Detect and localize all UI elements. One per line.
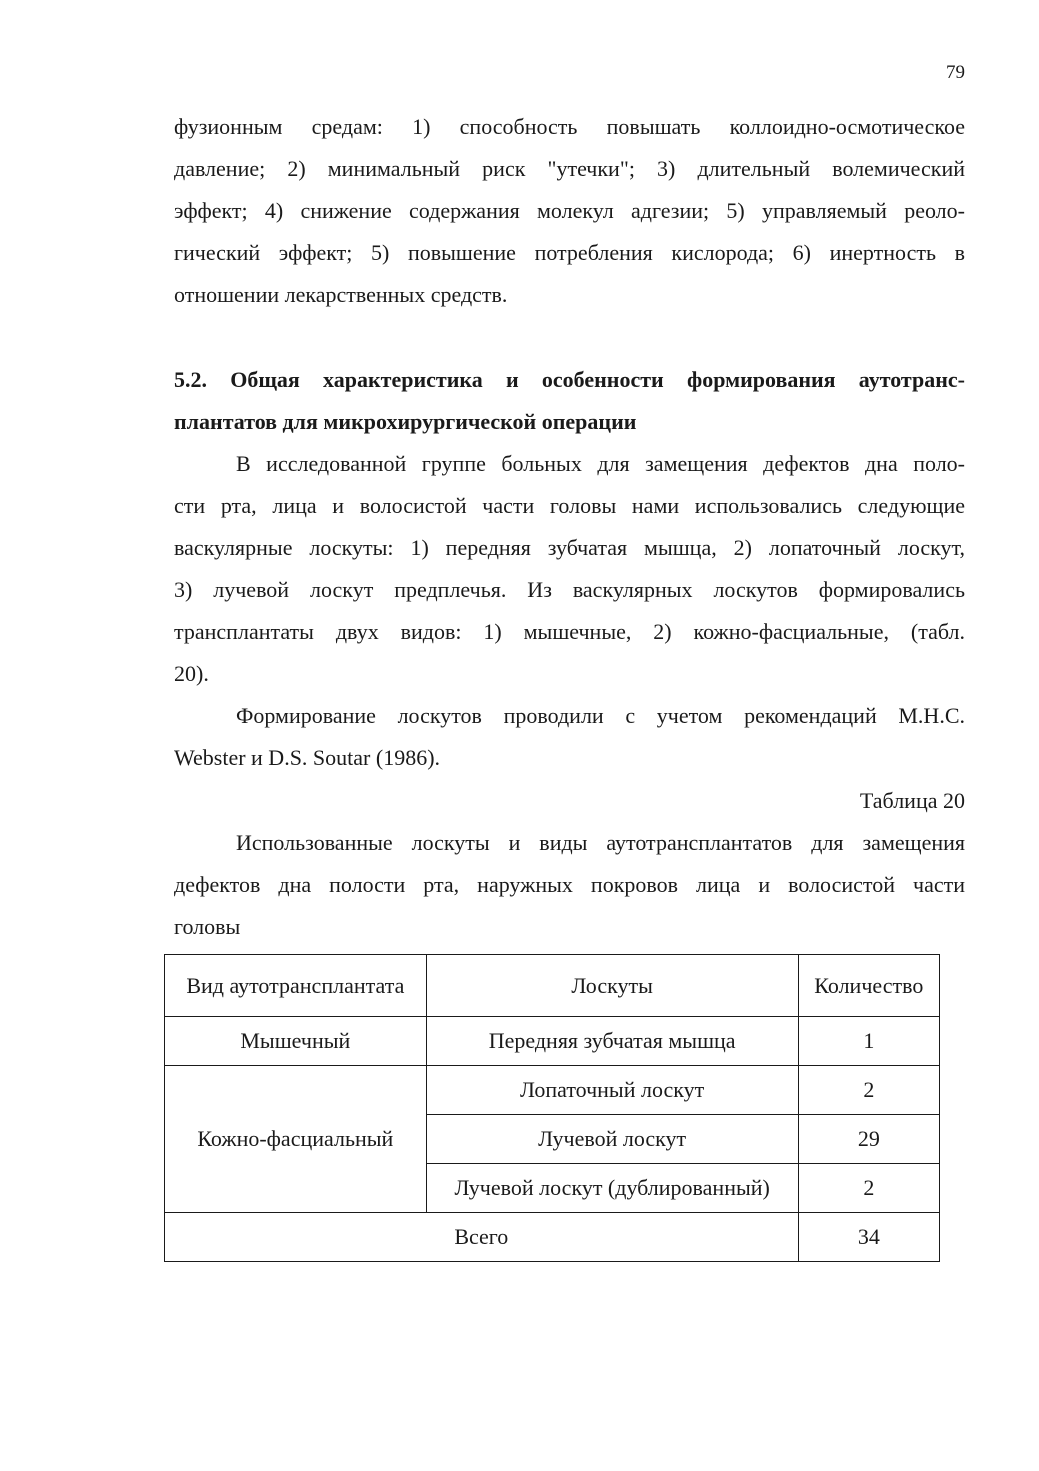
table-header-row	[165, 955, 940, 1017]
paragraph-3-line: Webster и D.S. Soutar (1986).	[174, 745, 441, 770]
flap-cell: Лучевой лоскут (дублированный)	[426, 1164, 798, 1213]
table-header-cell: Лоскуты	[426, 955, 798, 1017]
paragraph-1-line: эффект; 4) снижение содержания молекул адгезии; 5) управляемый реоло-	[174, 198, 965, 223]
table-caption-line: Использованные лоскуты и виды аутотрансплантатов для замещения	[236, 830, 965, 855]
table-header-cell: Количество	[798, 955, 939, 1017]
flaps-table	[164, 954, 940, 1262]
table-caption-line: головы	[174, 914, 241, 939]
table-header-cell: Вид аутотрансплантата	[165, 955, 427, 1017]
paragraph-2-line: 3) лучевой лоскут предплечья. Из васкулярных лоскутов формировались	[174, 577, 965, 602]
paragraph-2-line: В исследованной группе больных для замещения дефектов дна поло-	[236, 451, 965, 476]
table-label: Таблица 20	[859, 788, 965, 813]
table-row	[165, 1017, 940, 1066]
table-row	[165, 1066, 940, 1115]
section-heading-line: 5.2. Общая характеристика и особенности формирования аутотранс-	[174, 367, 965, 392]
paragraph-1-line: отношении лекарственных средств.	[174, 282, 508, 307]
total-label-cell: Всего	[165, 1213, 799, 1262]
page-number: 79	[946, 62, 965, 83]
flap-cell: Лопаточный лоскут	[426, 1066, 798, 1115]
flap-cell: Лучевой лоскут	[426, 1115, 798, 1164]
flap-cell: Передняя зубчатая мышца	[426, 1017, 798, 1066]
paragraph-1-line: фузионным средам: 1) способность повышать коллоидно-осмотическое	[174, 114, 965, 139]
section-heading-line: плантатов для микрохирургической операции	[174, 409, 637, 434]
count-cell: 2	[798, 1066, 939, 1115]
paragraph-1-line: гический эффект; 5) повышение потребления кислорода; 6) инертность в	[174, 240, 965, 265]
paragraph-1-line: давление; 2) минимальный риск "утечки"; 3) длительный волемический	[174, 156, 965, 181]
paragraph-3-line: Формирование лоскутов проводили с учетом рекомендаций M.H.C.	[236, 703, 965, 728]
graft-type-cell: Кожно-фасциальный	[165, 1066, 427, 1213]
table-caption-line: дефектов дна полости рта, наружных покровов лица и волосистой части	[174, 872, 965, 897]
count-cell: 29	[798, 1115, 939, 1164]
graft-type-cell: Мышечный	[165, 1017, 427, 1066]
count-cell: 1	[798, 1017, 939, 1066]
paragraph-2-line: васкулярные лоскуты: 1) передняя зубчатая мышца, 2) лопаточный лоскут,	[174, 535, 965, 560]
paragraph-2-line: сти рта, лица и волосистой части головы нами использовались следующие	[174, 493, 965, 518]
paragraph-2-line: 20).	[174, 661, 209, 686]
count-cell: 2	[798, 1164, 939, 1213]
table-total-row	[165, 1213, 940, 1262]
paragraph-2-line: трансплантаты двух видов: 1) мышечные, 2) кожно-фасциальные, (табл.	[174, 619, 965, 644]
total-count-cell: 34	[798, 1213, 939, 1262]
